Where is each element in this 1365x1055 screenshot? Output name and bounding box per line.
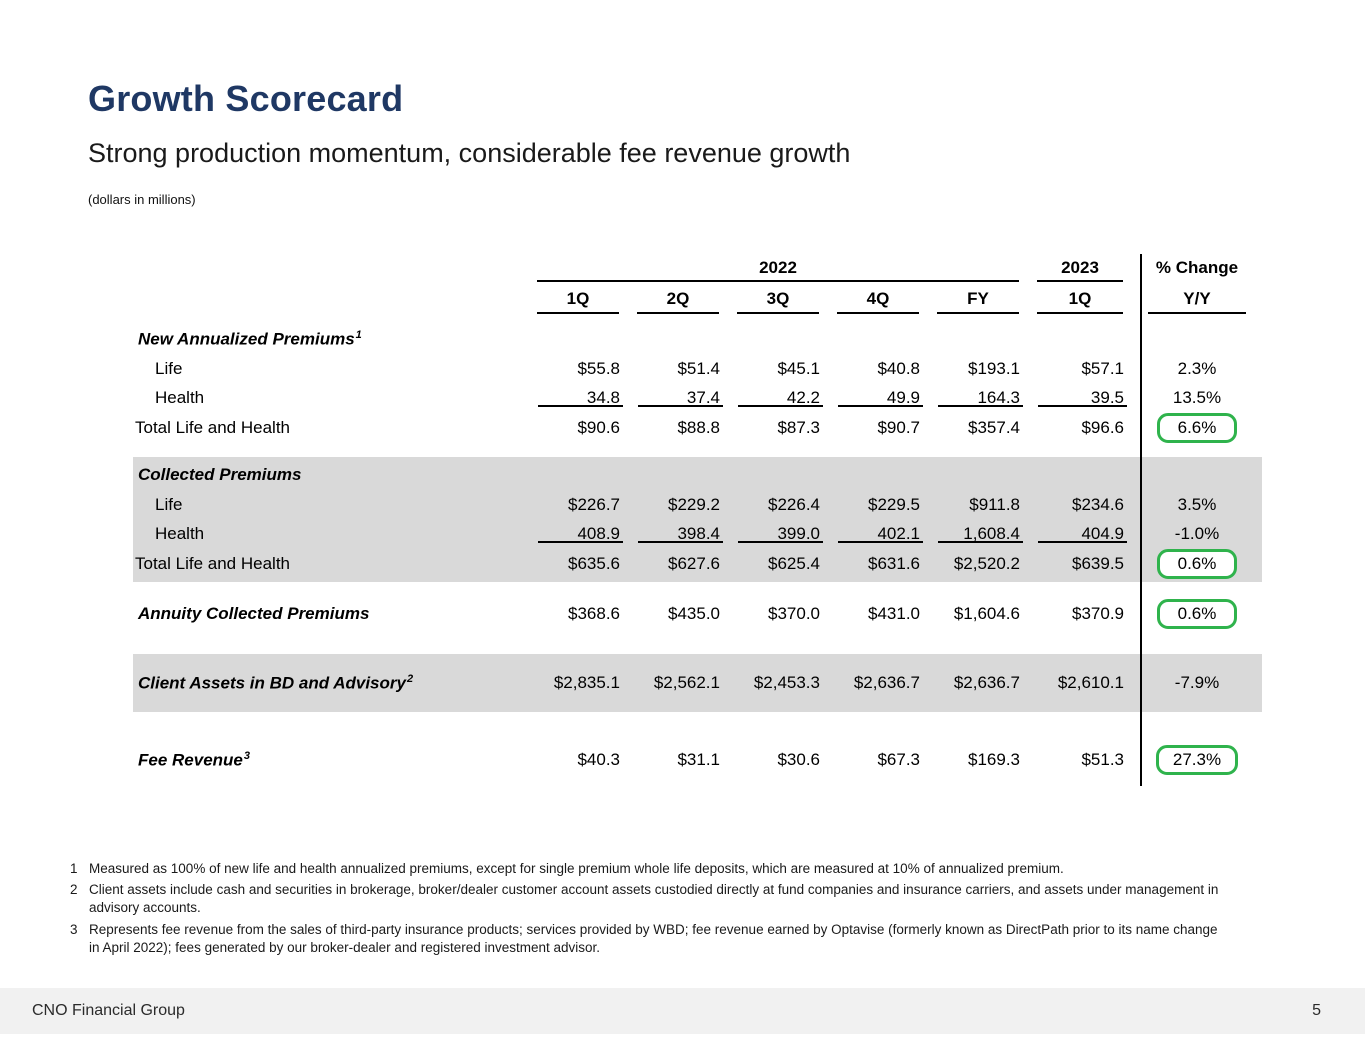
value-cell: $229.2 (668, 494, 720, 514)
footnote-text: Measured as 100% of new life and health annualized premiums, except for single premium whole life deposits, which are measured at 10% of annualized premium. (89, 861, 1064, 876)
value-cell: $67.3 (877, 750, 920, 769)
row-annuity (133, 596, 1262, 632)
table-header-quarters (133, 282, 1262, 314)
units-note: (dollars in millions) (88, 192, 196, 207)
value-cell: $30.6 (777, 750, 820, 769)
footnote-ref-1: 1 (355, 328, 362, 341)
value-cell: $169.3 (968, 750, 1020, 769)
highlight-box: 6.6% (1157, 413, 1237, 443)
highlight-box: 0.6% (1157, 549, 1237, 579)
value-cell: $1,604.6 (953, 604, 1020, 623)
col-header-4q-2022: 4Q (837, 289, 919, 314)
pct-change-header: % Change (1155, 258, 1239, 277)
value-cell: $40.8 (877, 358, 920, 378)
row-label: Health (155, 387, 205, 407)
change-cell: -7.9% (1174, 673, 1220, 692)
value-cell: $370.9 (1072, 604, 1124, 623)
row-nap-header (133, 324, 1262, 354)
value-cell: $635.6 (568, 553, 620, 573)
footnote-ref-2: 2 (406, 672, 414, 685)
footnote-3 (70, 921, 1220, 957)
col-header-2q-2022: 2Q (637, 289, 719, 314)
value-cell: $639.5 (1072, 553, 1124, 573)
row-nap-total (133, 412, 1262, 443)
value-cell: 404.9 (1028, 524, 1132, 544)
value-cell: $2,636.7 (853, 673, 920, 692)
value-cell: $234.6 (1072, 494, 1124, 514)
value-cell: $88.8 (677, 417, 720, 437)
row-cp-total (133, 548, 1262, 579)
row-label (133, 673, 528, 694)
value-cell: $435.0 (668, 604, 720, 623)
value-cell: 39.5 (1028, 388, 1132, 408)
section-gap (133, 632, 1262, 654)
row-fee-revenue (133, 742, 1262, 778)
change-cell (1132, 413, 1262, 443)
value-cell: $368.6 (568, 604, 620, 623)
change-cell: 2.3% (1177, 358, 1217, 378)
value-cell: $31.1 (677, 750, 720, 769)
row-label (133, 750, 528, 771)
subtitle: Strong production momentum, considerable fee revenue growth (88, 138, 851, 168)
value-cell: 49.9 (828, 388, 928, 408)
value-cell: $431.0 (868, 604, 920, 623)
row-label: Annuity Collected Premiums (138, 604, 370, 623)
section-gap (133, 314, 1262, 324)
highlight-box: 27.3% (1156, 745, 1238, 775)
value-cell: $627.6 (668, 553, 720, 573)
row-label: Life (155, 358, 183, 378)
row-nap-life (133, 354, 1262, 383)
section-label-text: New Annualized Premiums (138, 329, 355, 349)
value-cell: $193.1 (968, 358, 1020, 378)
table-header-years (133, 252, 1262, 282)
highlight-box: 0.6% (1157, 599, 1237, 629)
footnote-number: 1 (70, 861, 78, 876)
row-label: Health (155, 523, 205, 543)
change-cell: -1.0% (1174, 523, 1220, 543)
section-label: Collected Premiums (138, 465, 302, 484)
section-gap (133, 582, 1262, 596)
footnotes (70, 860, 1220, 960)
col-header-fy-2022: FY (937, 289, 1019, 314)
col-header-1q-2022: 1Q (537, 289, 619, 314)
row-cp-health (133, 519, 1262, 548)
value-cell: $51.3 (1081, 750, 1124, 769)
value-cell: $226.7 (568, 494, 620, 514)
value-cell: $90.6 (577, 417, 620, 437)
value-cell: 164.3 (928, 388, 1028, 408)
value-cell: $57.1 (1081, 358, 1124, 378)
col-header-1q-2023: 1Q (1037, 289, 1123, 314)
footnote-number: 3 (70, 921, 78, 937)
value-cell: $55.8 (577, 358, 620, 378)
row-cp-header (133, 460, 1262, 490)
value-cell: 34.8 (528, 388, 628, 408)
change-cell (1132, 745, 1262, 775)
footnote-2 (70, 881, 1220, 917)
value-cell: $370.0 (768, 604, 820, 623)
value-cell: $2,453.3 (753, 673, 820, 692)
value-cell: $90.7 (877, 417, 920, 437)
page-title: Growth Scorecard (88, 78, 404, 119)
footnote-text: Represents fee revenue from the sales of third-party insurance products; services provided by WBD; fee revenue earned by Optavise (formerly known as DirectPath prior to its name change in April 2022); fees generated by our broker-dealer and registered investment advisor. (89, 921, 1218, 955)
value-cell: 408.9 (528, 524, 628, 544)
value-cell: $45.1 (777, 358, 820, 378)
section-gap (133, 712, 1262, 742)
row-client-assets (133, 654, 1262, 712)
value-cell: $96.6 (1081, 417, 1124, 437)
value-cell: $2,562.1 (653, 673, 720, 692)
row-label: Total Life and Health (135, 553, 290, 573)
value-cell: $631.6 (868, 553, 920, 573)
value-cell: $229.5 (868, 494, 920, 514)
change-cell (1132, 599, 1262, 629)
row-label: Total Life and Health (135, 417, 290, 437)
value-cell: $40.3 (577, 750, 620, 769)
footer-bar (0, 988, 1365, 1034)
collected-premiums-band (133, 457, 1262, 582)
company-name: CNO Financial Group (32, 1002, 185, 1019)
change-cell: 3.5% (1177, 494, 1217, 514)
value-cell: 42.2 (728, 388, 828, 408)
value-cell: 399.0 (728, 524, 828, 544)
col-header-yy: Y/Y (1148, 289, 1246, 314)
scorecard-table (133, 252, 1262, 778)
value-cell: 398.4 (628, 524, 728, 544)
value-cell: $226.4 (768, 494, 820, 514)
row-cp-life (133, 490, 1262, 519)
client-assets-band (133, 654, 1262, 712)
value-cell: 402.1 (828, 524, 928, 544)
change-cell (1132, 549, 1262, 579)
column-divider (1140, 254, 1142, 786)
change-cell: 13.5% (1172, 387, 1222, 407)
row-label-text: Client Assets in BD and Advisory (138, 673, 406, 693)
footnote-ref-3: 3 (243, 749, 251, 762)
value-cell: 37.4 (628, 388, 728, 408)
value-cell: $87.3 (777, 417, 820, 437)
section-gap (133, 443, 1262, 457)
year-2023-header: 2023 (1037, 258, 1123, 282)
value-cell: $911.8 (969, 494, 1020, 514)
row-label-text: Fee Revenue (138, 750, 243, 770)
row-nap-health (133, 383, 1262, 412)
section-label (133, 329, 528, 350)
value-cell: $357.4 (968, 417, 1020, 437)
value-cell: $2,520.2 (953, 553, 1020, 573)
value-cell: $2,636.7 (953, 673, 1020, 692)
row-label: Life (155, 494, 183, 514)
value-cell: $625.4 (768, 553, 820, 573)
value-cell: 1,608.4 (928, 524, 1028, 544)
value-cell: $2,835.1 (553, 673, 620, 692)
page-number: 5 (1312, 1002, 1321, 1019)
footnote-number: 2 (70, 882, 78, 898)
value-cell: $51.4 (677, 358, 720, 378)
footnote-1 (70, 860, 1220, 878)
year-2022-header: 2022 (537, 258, 1019, 282)
col-header-3q-2022: 3Q (737, 289, 819, 314)
value-cell: $2,610.1 (1057, 673, 1124, 692)
footnote-text: Client assets include cash and securities in brokerage, broker/dealer customer account assets custodied directly at fund companies and insurance carriers, and assets under management in advisory accounts. (89, 882, 1219, 916)
